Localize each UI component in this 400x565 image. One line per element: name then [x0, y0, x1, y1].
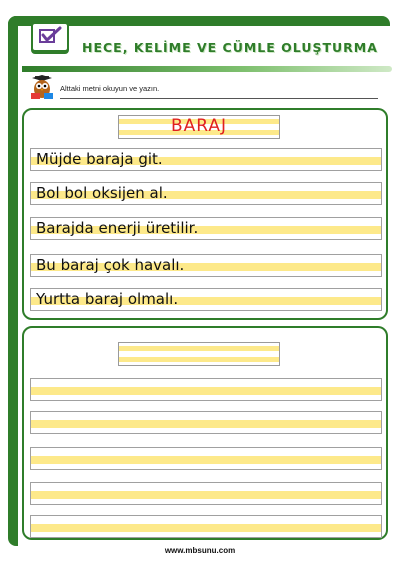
writing-line [30, 447, 382, 470]
reading-line [30, 148, 382, 171]
reading-title-box [118, 115, 280, 139]
instruction-text: Alttaki metni okuyun ve yazın. [60, 84, 160, 93]
writing-line [30, 515, 382, 538]
checkbox-icon [31, 22, 69, 52]
writing-line [30, 411, 382, 434]
header-stripe [22, 66, 392, 72]
page-title: HECE, KELİME VE CÜMLE OLUŞTURMA [82, 40, 378, 55]
writing-title-box [118, 342, 280, 366]
reading-line-text: Yurtta baraj olmalı. [36, 290, 179, 308]
reading-line [30, 182, 382, 205]
reading-line [30, 254, 382, 277]
frame-left-bar [8, 16, 18, 546]
writing-line [30, 378, 382, 401]
footer-site: www.mbsunu.com [164, 546, 236, 555]
reading-line-text: Bol bol oksijen al. [36, 184, 168, 202]
reading-line-text: Müjde baraja git. [36, 150, 163, 168]
reading-line-text: Barajda enerji üretilir. [36, 219, 199, 237]
instruction-underline [60, 98, 378, 99]
reading-line [30, 217, 382, 240]
owl-mascot-icon [28, 75, 56, 105]
reading-line [30, 288, 382, 311]
writing-line [30, 482, 382, 505]
reading-title: BARAJ [170, 116, 228, 136]
reading-line-text: Bu baraj çok havalı. [36, 256, 185, 274]
